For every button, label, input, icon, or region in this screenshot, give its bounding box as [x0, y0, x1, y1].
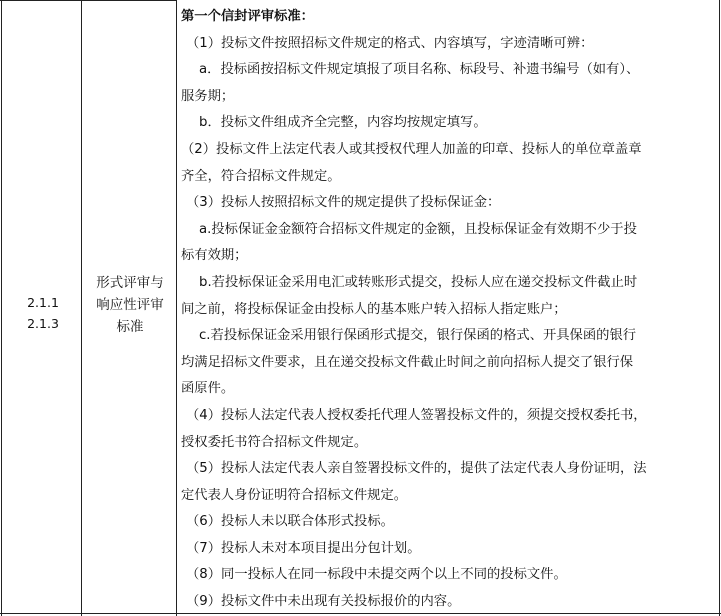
- standard-text-line: （5）投标人法定代表人亲自签署投标文件的，提供了法定代表人身份证明，法: [186, 461, 647, 477]
- standard-text-line: b.若投标保证金采用电汇或转账形式提交，投标人应在递交投标文件截止时: [199, 274, 638, 290]
- standard-text-line: （8）同一投标人在同一标段中未提交两个以上不同的投标文件。: [186, 567, 567, 583]
- standard-text-line: 授权委托书符合招标文件规定。: [181, 434, 368, 450]
- right-border: [719, 0, 720, 616]
- review-standard-cell: [181, 4, 713, 616]
- standard-text-line: 间之前，将投标保证金由投标人的基本账户转入招标人指定账户；: [181, 301, 567, 317]
- review-factor-line: 形式评审与: [96, 275, 164, 291]
- standard-text-line: 标有效期；: [181, 248, 248, 264]
- standard-text-line: 定代表人身份证明符合招标文件规定。: [181, 487, 408, 503]
- column-divider-2: [176, 0, 177, 616]
- standard-text-line: （2）投标文件上法定代表人或其授权代理人加盖的印章、投标人的单位章盖章: [181, 141, 642, 157]
- clause-number: 2.1.3: [27, 316, 59, 331]
- standard-text-line: a．投标函按招标文件规定填报了项目名称、标段号、补遗书编号（如有）、: [199, 62, 640, 78]
- review-factor-line: 标准: [116, 319, 144, 335]
- standard-text-line: （7）投标人未对本项目提出分包计划。: [186, 540, 421, 556]
- standard-text-line: （1）投标文件按照招标文件规定的格式、内容填写，字迹清晰可辨：: [186, 35, 594, 51]
- standard-text-line: 齐全，符合招标文件规定。: [181, 168, 341, 184]
- top-border-stub: [0, 0, 177, 1]
- review-factor-line: 响应性评审: [96, 297, 164, 313]
- standard-text-line: （4）投标人法定代表人授权委托代理人签署投标文件的，须提交授权委托书，: [186, 407, 647, 423]
- standard-text-line: 均满足招标文件要求，且在递交投标文件截止时间之前向招标人提交了银行保: [181, 354, 634, 370]
- standard-text-line: c.若投标保证金采用银行保函形式提交，银行保函的格式、开具保函的银行: [199, 328, 637, 344]
- standard-text-line: （3）投标人按照招标文件的规定提供了投标保证金：: [186, 195, 501, 211]
- clause-number: 2.1.1: [27, 295, 59, 310]
- column-divider-1: [81, 0, 82, 616]
- standard-text-line: a.投标保证金金额符合招标文件规定的金额，且投标保证金有效期不少于投: [199, 221, 637, 237]
- review-factor-cell: [85, 272, 175, 338]
- standard-text-line: （6）投标人未以联合体形式投标。: [186, 514, 394, 530]
- standard-text-line: 服务期；: [181, 88, 235, 104]
- standard-text-line: 函原件。: [181, 381, 235, 397]
- standard-text-line: （9）投标文件中未出现有关投标报价的内容。: [186, 594, 461, 610]
- left-border: [1, 0, 2, 616]
- clause-number-cell: [8, 292, 78, 334]
- standard-text-line: 第一个信封评审标准：: [181, 9, 314, 24]
- standard-text-line: b．投标文件组成齐全完整，内容均按规定填写。: [199, 115, 487, 131]
